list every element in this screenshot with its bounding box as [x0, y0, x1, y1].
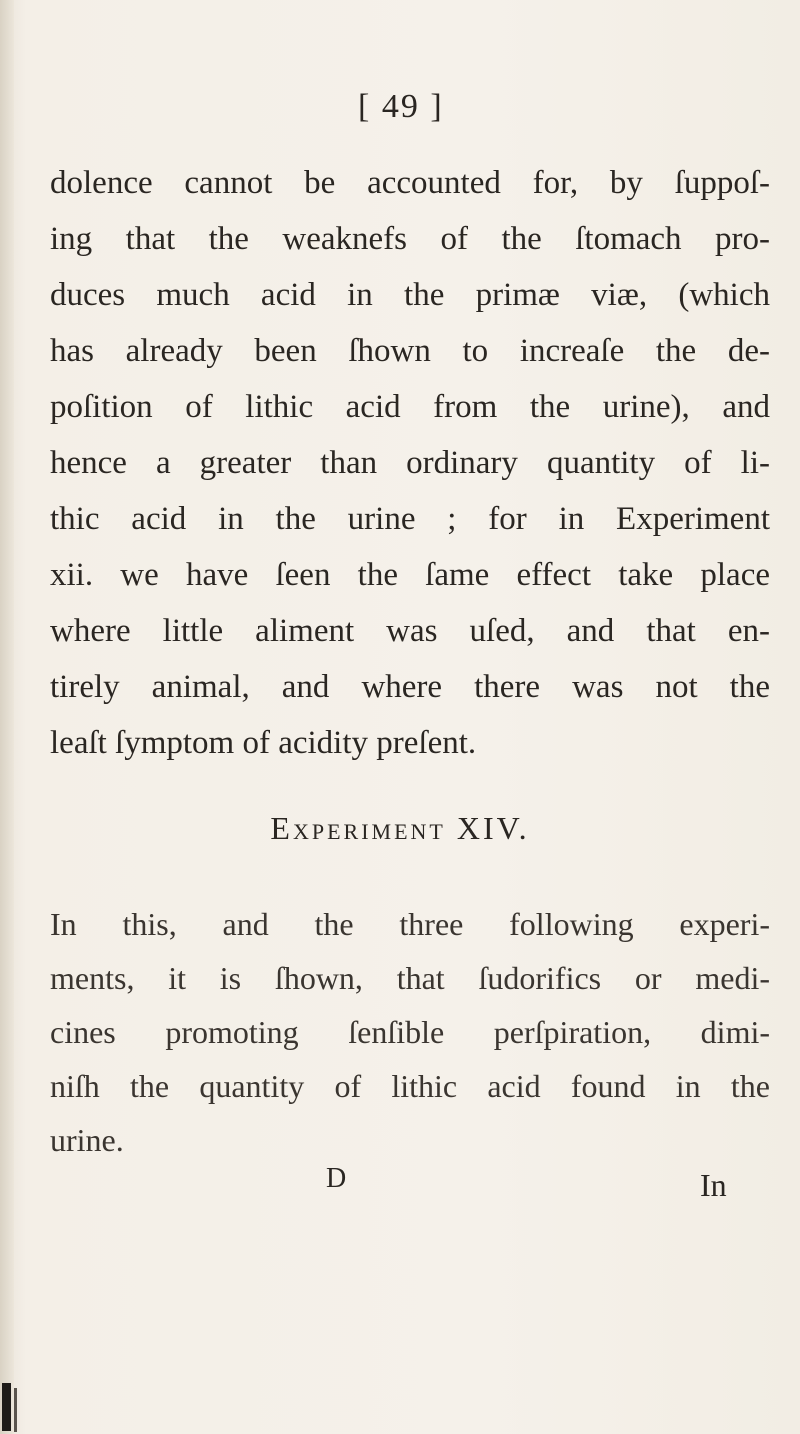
text-line: ing that the weaknefs of the ſtomach pro- — [50, 221, 770, 257]
text-line: where little aliment was uſed, and that en- — [50, 613, 770, 649]
binding-edge-mark — [2, 1383, 11, 1431]
text-line: cines promoting ſenſible perſpiration, dimi- — [50, 1014, 770, 1050]
text-line: niſh the quantity of lithic acid found in the — [50, 1068, 770, 1104]
text-line: ments, it is ſhown, that ſudorifics or medi- — [50, 960, 770, 996]
signature-mark: D — [326, 1163, 347, 1194]
text-line: hence a greater than ordinary quantity of li- — [50, 445, 770, 481]
section-heading: Experiment XIV. — [270, 810, 530, 846]
paragraph-1 — [50, 155, 770, 771]
text-line: In this, and the three following experi- — [50, 906, 770, 942]
text-line: thic acid in the urine ; for in Experiment — [50, 501, 770, 537]
text-line: leaſt ſymptom of acidity preſent. — [50, 725, 477, 761]
text-line: duces much acid in the primæ viæ, (which — [50, 277, 770, 313]
text-line: has already been ſhown to increaſe the de- — [50, 333, 770, 369]
page-number: [ 49 ] — [358, 88, 444, 125]
page-gutter — [0, 0, 14, 1434]
catchword: In — [700, 1167, 727, 1203]
paragraph-2 — [50, 897, 770, 1167]
text-line: dolence cannot be accounted for, by ſuppoſ- — [50, 165, 770, 201]
text-line: urine. — [50, 1122, 124, 1158]
text-line: xii. we have ſeen the ſame effect take place — [50, 557, 770, 593]
binding-edge-mark — [14, 1388, 17, 1432]
text-line: tirely animal, and where there was not the — [50, 669, 770, 705]
text-line: poſition of lithic acid from the urine), and — [50, 389, 770, 425]
